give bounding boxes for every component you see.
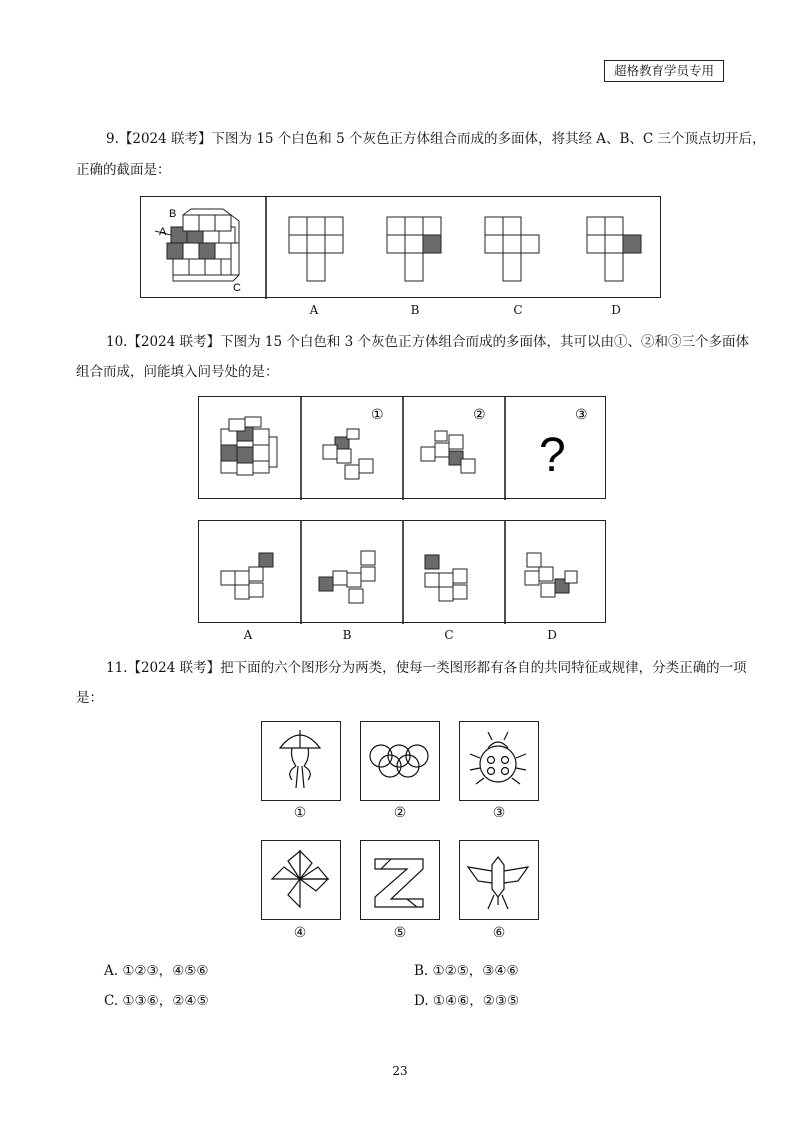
q11-stem-line2: 是： <box>76 690 103 706</box>
q9-stem-line2: 正确的截面是： <box>76 162 171 178</box>
q11-figure-4-mark: ④ <box>293 925 307 941</box>
q10-option-b-figure <box>319 551 375 603</box>
q10-options-strip <box>198 520 606 623</box>
q9-option-b-label[interactable]: B <box>410 303 420 317</box>
q10-option-d-figure <box>525 553 577 597</box>
q9-option-d-label[interactable]: D <box>611 303 621 317</box>
q9-vertex-a: A <box>159 226 167 238</box>
q10-option-a-figure <box>221 553 273 599</box>
q10-panel-mark-3: ③ <box>575 407 588 423</box>
q10-piece-1 <box>323 429 373 479</box>
q11-figure-4 <box>261 840 341 920</box>
q11-stem-line1: 11.【2024 联考】把下面的六个图形分为两类，使每一类图形都有各自的共同特征或规律，分类正确的一项 <box>106 660 747 676</box>
q11-answer-d[interactable]: D. ①④⑥，②③⑤ <box>414 993 520 1009</box>
ladybug-icon <box>460 722 537 799</box>
q10-options-svg <box>199 521 607 624</box>
q10-top-svg <box>199 397 607 500</box>
q10-option-d-label[interactable]: D <box>547 628 557 642</box>
q10-panel-mark-1: ① <box>371 407 384 423</box>
q10-whole-polyhedron <box>221 417 277 475</box>
q11-figure-3 <box>459 721 539 801</box>
q11-figure-5-mark: ⑤ <box>393 925 407 941</box>
q10-stem-line1: 10.【2024 联考】下图为 15 个白色和 3 个灰色正方体组合而成的多面体，其可以由①、②和③三个多面体 <box>106 334 750 350</box>
page-number: 23 <box>392 1064 408 1078</box>
q10-top-strip <box>198 396 606 499</box>
q9-option-d-figure <box>587 217 641 281</box>
q10-option-c-figure <box>425 555 467 601</box>
q10-option-c-label[interactable]: C <box>444 628 454 642</box>
q9-option-c-figure <box>485 217 539 281</box>
q10-panel-mark-2: ② <box>473 407 486 423</box>
q9-option-c-label[interactable]: C <box>513 303 523 317</box>
q11-answer-a[interactable]: A. ①②③，④⑤⑥ <box>104 963 209 979</box>
q9-option-a-figure <box>289 217 343 281</box>
q11-figure-1-mark: ① <box>293 805 307 821</box>
q9-figure-svg <box>141 197 662 299</box>
q11-figure-3-mark: ③ <box>492 805 506 821</box>
q11-figure-2 <box>360 721 440 801</box>
q9-polyhedron <box>155 209 239 281</box>
squid-icon <box>262 722 339 799</box>
q11-figure-1 <box>261 721 341 801</box>
q9-stem-line1: 9.【2024 联考】下图为 15 个白色和 5 个灰色正方体组合而成的多面体，将其经 A、B、C 三个顶点切开后， <box>106 131 766 147</box>
rings-icon <box>361 722 438 799</box>
q9-option-a-label[interactable]: A <box>309 303 319 317</box>
q9-vertex-c: C <box>233 282 241 294</box>
q9-figure-panel <box>140 196 661 298</box>
q10-question-mark: ? <box>539 429 566 482</box>
q10-option-b-label[interactable]: B <box>342 628 352 642</box>
bird-icon <box>460 841 537 918</box>
q9-option-b-figure <box>387 217 441 281</box>
q11-figure-2-mark: ② <box>393 805 407 821</box>
q10-stem-line2: 组合而成，问能填入问号处的是： <box>76 364 279 380</box>
z-letter-icon <box>361 841 438 918</box>
pinwheel-icon <box>262 841 339 918</box>
q11-answer-b[interactable]: B. ①②⑤，③④⑥ <box>414 963 519 979</box>
header-badge: 超格教育学员专用 <box>604 60 724 82</box>
q10-piece-2 <box>421 431 475 473</box>
q11-figure-5 <box>360 840 440 920</box>
q11-answer-c[interactable]: C. ①③⑥，②④⑤ <box>104 993 209 1009</box>
q11-figure-6 <box>459 840 539 920</box>
q9-vertex-b: B <box>169 208 177 220</box>
q11-figure-6-mark: ⑥ <box>492 925 506 941</box>
q10-option-a-label[interactable]: A <box>243 628 253 642</box>
